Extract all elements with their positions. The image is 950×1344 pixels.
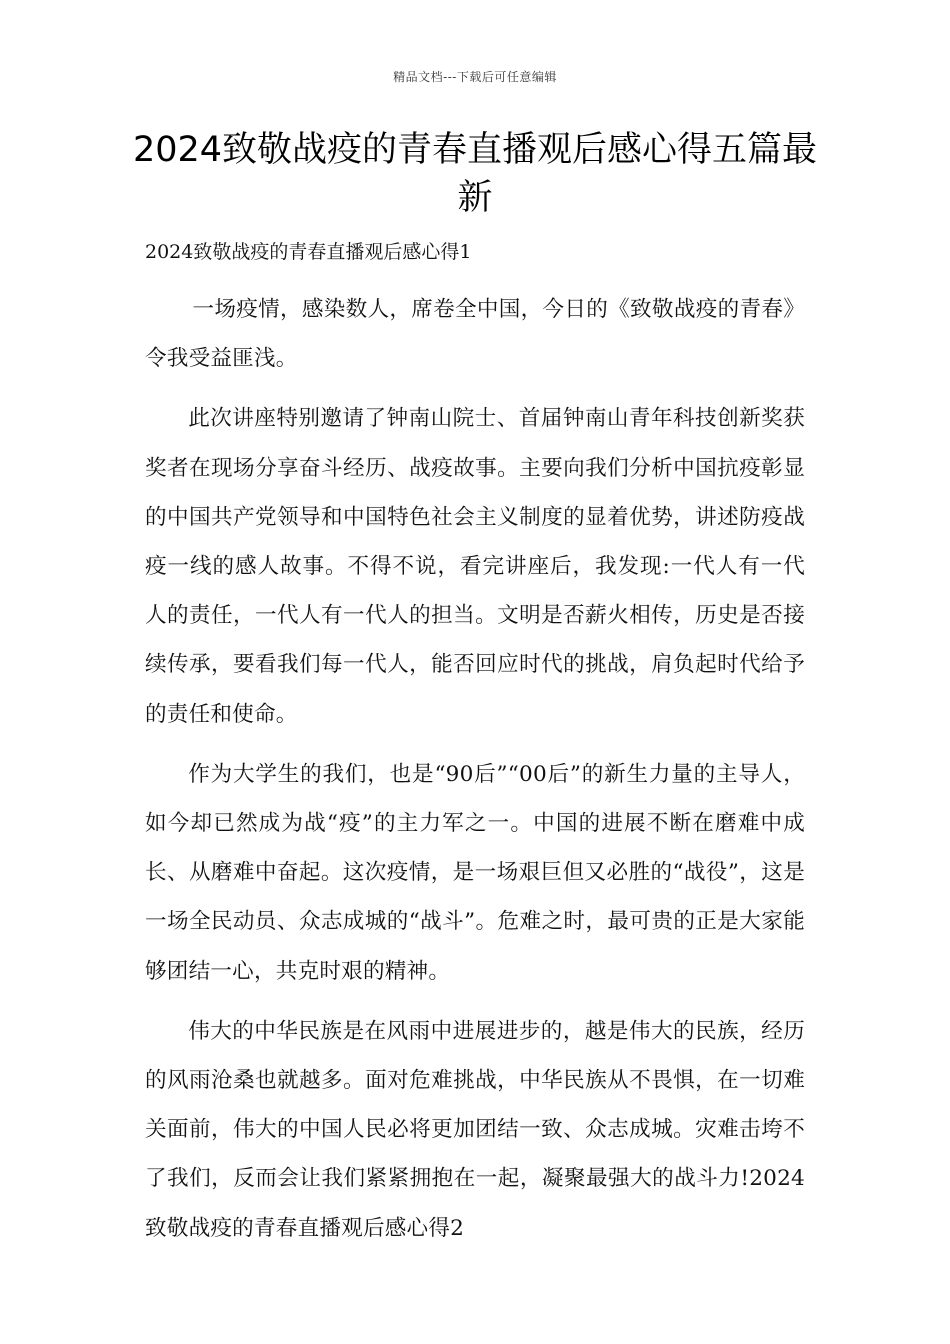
document-title: 2024致敬战疫的青春直播观后感心得五篇最新 (132, 130, 818, 218)
paragraph-3: 作为大学生的我们，也是“90后”“00后”的新生力量的主导人，如今却已然成为战“疫”的主力军之一。中国的进展不断在磨难中成长、从磨难中奋起。这次疫情，是一场艰巨但又必胜的“战役”，这是一场全民动员、众志成城的“战斗”。危难之时，最可贵的正是大家能够团结一心，共克时艰的精神。 (145, 761, 805, 984)
paragraph-2: 此次讲座特别邀请了钟南山院士、首届钟南山青年科技创新奖获奖者在现场分享奋斗经历、战疫故事。主要向我们分析中国抗疫彰显的中国共产党领导和中国特色社会主义制度的显着优势，讲述防疫战疫一线的感人故事。不得不说，看完讲座后，我发现:一代人有一代人的责任，一代人有一代人的担当。文明是否薪火相传，历史是否接续传承，要看我们每一代人，能否回应时代的挑战，肩负起时代给予的责任和使命。 (145, 406, 805, 727)
document-body (145, 285, 805, 1264)
section-heading: 2024致敬战疫的青春直播观后感心得1 (145, 241, 472, 263)
header-note: 精品文档---下载后可任意编辑 (393, 70, 557, 84)
paragraph-4: 伟大的中华民族是在风雨中进展进步的，越是伟大的民族，经历的风雨沧桑也就越多。面对危难挑战，中华民族从不畏惧，在一切难关面前，伟大的中国人民必将更加团结一致、众志成城。灾难击垮不了我们，反而会让我们紧紧拥抱在一起，凝聚最强大的战斗力!2024致敬战疫的青春直播观后感心得2 (145, 1018, 805, 1241)
paragraph-1: 一场疫情，感染数人，席卷全中国，今日的《致敬战疫的青春》令我受益匪浅。 (145, 297, 805, 372)
